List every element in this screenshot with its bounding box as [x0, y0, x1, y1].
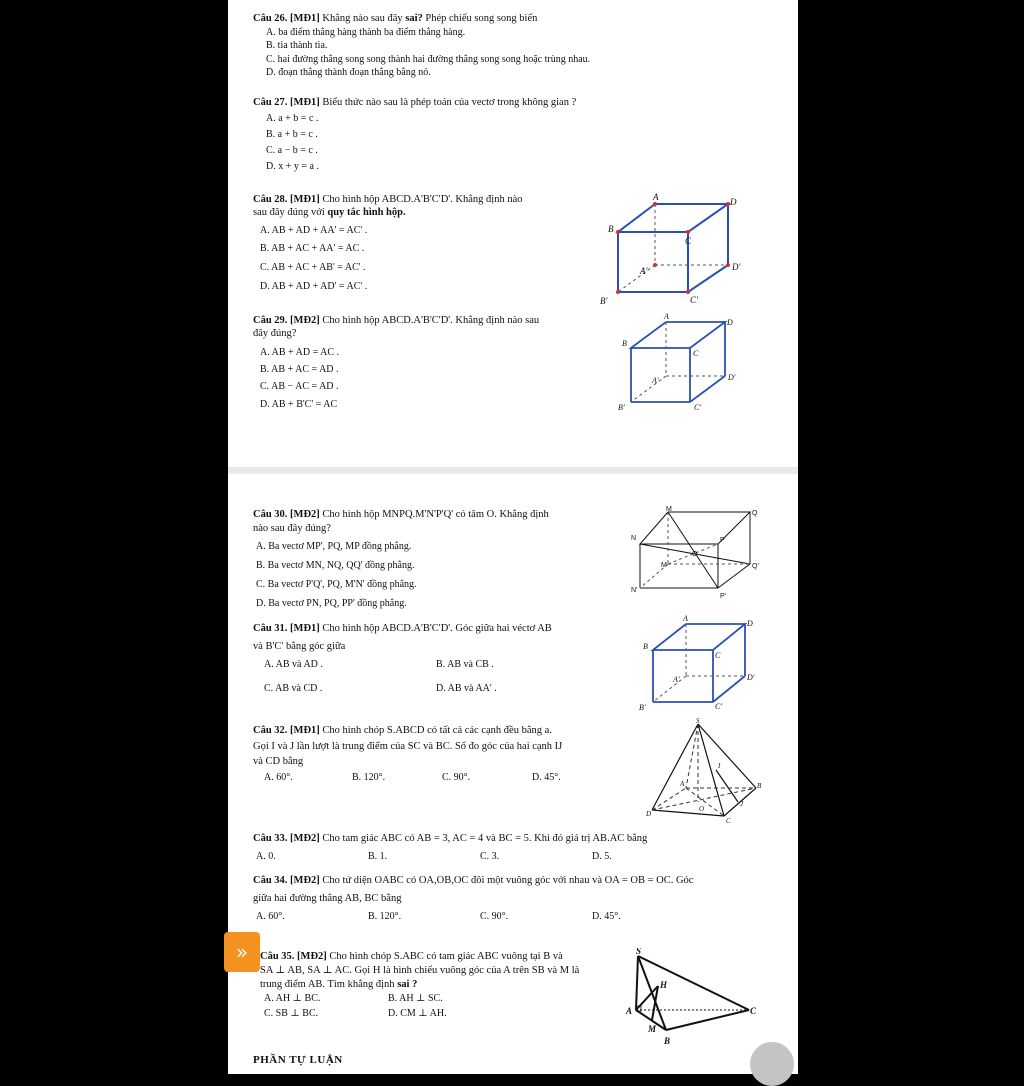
question-32-line3: và CD bằng: [253, 756, 304, 767]
svg-text:B: B: [757, 782, 762, 790]
document-page-1: [228, 0, 798, 467]
svg-text:S: S: [696, 718, 700, 725]
question-30-line2: nào sau đây đúng?: [253, 523, 331, 534]
double-chevron-right-icon[interactable]: »: [224, 932, 260, 972]
question-28: Câu 28. [MĐ1] Cho hình hộp ABCD.A'B'C'D'. Khẳng định nào: [253, 194, 523, 205]
parallelepiped-figure-q30: [628, 506, 773, 601]
question-32: Câu 32. [MĐ1] Cho hình chóp S.ABCD có tất cả các cạnh đều bằng a.: [253, 725, 552, 736]
question-27: Câu 27. [MĐ1] Biểu thức nào sau là phép toán của vectơ trong không gian ?: [253, 97, 577, 108]
q31-option-c: C. AB và CD .: [264, 683, 323, 694]
svg-text:N': N': [631, 587, 638, 594]
svg-text:B: B: [622, 339, 627, 348]
svg-text:D: D: [727, 318, 733, 327]
q29-option-c: C. AB − AC = AD .: [260, 381, 339, 392]
svg-text:C': C': [690, 295, 698, 305]
floating-action-button[interactable]: [750, 1042, 794, 1086]
svg-text:Q: Q: [752, 510, 758, 517]
q35-option-a: A. AH ⊥ BC.: [264, 993, 321, 1004]
q26-option-b: B. tia thành tia.: [266, 40, 328, 51]
question-31: Câu 31. [MĐ1] Cho hình hộp ABCD.A'B'C'D'. Góc giữa hai véctơ AB: [253, 623, 552, 634]
question-26: Câu 26. [MĐ1] Khẳng nào sau đây sai? Phép chiếu song song biến: [253, 13, 538, 24]
q31-option-a: A. AB và AD .: [264, 659, 323, 670]
svg-text:M: M: [661, 562, 667, 569]
q28-option-a: A. AB + AD + AA' = AC' .: [260, 225, 368, 236]
svg-text:A': A': [652, 376, 659, 385]
q30-option-b: B. Ba vectơ MN, NQ, QQ' đồng phẳng.: [256, 560, 415, 571]
svg-text:D': D': [728, 373, 736, 382]
svg-text:A: A: [680, 780, 685, 788]
svg-text:M: M: [648, 1024, 657, 1034]
svg-text:B: B: [608, 224, 614, 234]
page-separator: [228, 467, 798, 474]
q35-option-d: D. CM ⊥ AH.: [388, 1008, 447, 1019]
svg-text:Q': Q': [752, 563, 759, 570]
parallelepiped-figure-q31: [633, 614, 758, 712]
q31-option-d: D. AB và AA' .: [436, 683, 497, 694]
q34-option-c: C. 90°.: [480, 911, 509, 922]
q34-option-a: A. 60°.: [256, 911, 285, 922]
svg-text:C: C: [750, 1006, 757, 1016]
svg-text:B: B: [643, 642, 648, 651]
q30-option-a: A. Ba vectơ MP', PQ, MP đồng phẳng.: [256, 541, 412, 552]
svg-text:P: P: [720, 537, 725, 544]
svg-text:D: D: [747, 619, 753, 628]
q32-option-d: D. 45°.: [532, 772, 561, 783]
question-30: Câu 30. [MĐ2] Cho hình hộp MNPQ.M'N'P'Q' có tâm O. Khẳng định: [253, 509, 549, 520]
svg-text:D: D: [730, 197, 737, 207]
q26-option-a: A. ba điểm thẳng hàng thành ba điểm thẳng hàng.: [266, 27, 466, 38]
q29-option-d: D. AB + B'C' = AC: [260, 399, 338, 410]
q26-option-d: D. đoạn thẳng thành đoạn thẳng bằng nó.: [266, 67, 431, 78]
svg-text:D': D': [747, 673, 755, 682]
svg-text:H: H: [660, 980, 668, 990]
document-page-2: [228, 474, 798, 1074]
svg-text:P': P': [720, 593, 727, 600]
question-35-line3: trung điểm AB. Tìm khẳng định sai ?: [260, 979, 418, 990]
svg-text:C': C': [715, 702, 723, 711]
pyramid-figure-q32: [646, 718, 764, 824]
svg-text:C: C: [693, 349, 699, 358]
question-29-line2: đây đúng?: [253, 328, 297, 339]
svg-text:B': B': [618, 403, 625, 412]
svg-text:A: A: [683, 614, 688, 623]
parallelepiped-figure-q28: [593, 192, 743, 307]
svg-text:B': B': [600, 296, 608, 306]
q32-option-a: A. 60°.: [264, 772, 293, 783]
q35-option-b: B. AH ⊥ SC.: [388, 993, 443, 1004]
q33-option-a: A. 0.: [256, 851, 276, 862]
q29-option-a: A. AB + AD = AC .: [260, 347, 340, 358]
q27-option-b: B. a + b = c .: [266, 129, 318, 140]
svg-text:S: S: [636, 948, 642, 956]
question-34-line2: giữa hai đường thẳng AB, BC bằng: [253, 893, 402, 904]
q31-option-b: B. AB và CB .: [436, 659, 494, 670]
q34-option-d: D. 45°.: [592, 911, 621, 922]
q34-option-b: B. 120°.: [368, 911, 402, 922]
question-35: Câu 35. [MĐ2] Cho hình chóp S.ABC có tam giác ABC vuông tại B và: [260, 951, 563, 962]
question-28-line2: sau đây đúng với quy tắc hình hộp.: [253, 207, 406, 218]
svg-text:I: I: [718, 762, 721, 770]
question-31-line2: và B'C' bằng góc giữa: [253, 641, 346, 652]
q33-option-c: C. 3.: [480, 851, 500, 862]
svg-text:D': D': [732, 262, 741, 272]
q32-option-c: C. 90°.: [442, 772, 471, 783]
q28-option-b: B. AB + AC + AA' = AC .: [260, 243, 365, 254]
svg-text:B': B': [639, 703, 646, 712]
svg-text:C: C: [726, 817, 731, 824]
svg-text:B: B: [664, 1036, 671, 1046]
svg-text:A: A: [664, 312, 669, 321]
q30-option-d: D. Ba vectơ PN, PQ, PP' đồng phẳng.: [256, 598, 407, 609]
question-32-line2: Gọi I và J lần lượt là trung điểm của SC và BC. Số đo góc của hai cạnh IJ: [253, 741, 563, 752]
q27-option-c: C. a − b = c .: [266, 145, 318, 156]
pyramid-figure-q35: [624, 948, 764, 1050]
q33-option-d: D. 5.: [592, 851, 612, 862]
svg-text:C: C: [715, 651, 721, 660]
svg-text:A': A': [640, 266, 648, 276]
q28-option-d: D. AB + AD + AD' = AC' .: [260, 281, 368, 292]
svg-text:A: A: [626, 1006, 633, 1016]
question-29: Câu 29. [MĐ2] Cho hình hộp ABCD.A'B'C'D'. Khẳng định nào sau: [253, 315, 540, 326]
q27-option-d: D. x + y = a .: [266, 161, 319, 172]
q29-option-b: B. AB + AC = AD .: [260, 364, 339, 375]
svg-text:A': A': [673, 675, 680, 684]
section-title: PHẦN TỰ LUẬN: [253, 1054, 343, 1066]
svg-text:C: C: [685, 236, 692, 246]
q27-option-a: A. a + b = c .: [266, 113, 319, 124]
svg-text:C': C': [694, 403, 702, 412]
svg-text:A: A: [653, 192, 659, 202]
question-35-line2: SA ⊥ AB, SA ⊥ AC. Gọi H là hình chiếu vuông góc của A trên SB và M là: [260, 965, 580, 976]
question-34: Câu 34. [MĐ2] Cho tứ diện OABC có OA,OB,OC đôi một vuông góc với nhau và OA = OB = OC. Góc: [253, 875, 694, 886]
parallelepiped-figure-q29: [610, 312, 738, 412]
question-33: Câu 33. [MĐ2] Cho tam giác ABC có AB = 3, AC = 4 và BC = 5. Khi đó giá trị AB.AC bằng: [253, 833, 648, 844]
svg-text:N: N: [631, 535, 637, 542]
q26-option-c: C. hai đường thẳng song song thành hai đường thẳng song song hoặc trùng nhau.: [266, 54, 591, 65]
q30-option-c: C. Ba vectơ P'Q', PQ, M'N' đồng phẳng.: [256, 579, 417, 590]
q32-option-b: B. 120°.: [352, 772, 386, 783]
svg-text:J: J: [740, 800, 744, 808]
svg-text:O: O: [692, 551, 698, 558]
q28-option-c: C. AB + AC + AB' = AC' .: [260, 262, 366, 273]
svg-text:O: O: [699, 805, 705, 813]
q35-option-c: C. SB ⊥ BC.: [264, 1008, 319, 1019]
q33-option-b: B. 1.: [368, 851, 388, 862]
svg-text:M: M: [666, 506, 672, 513]
svg-text:D: D: [646, 810, 652, 818]
